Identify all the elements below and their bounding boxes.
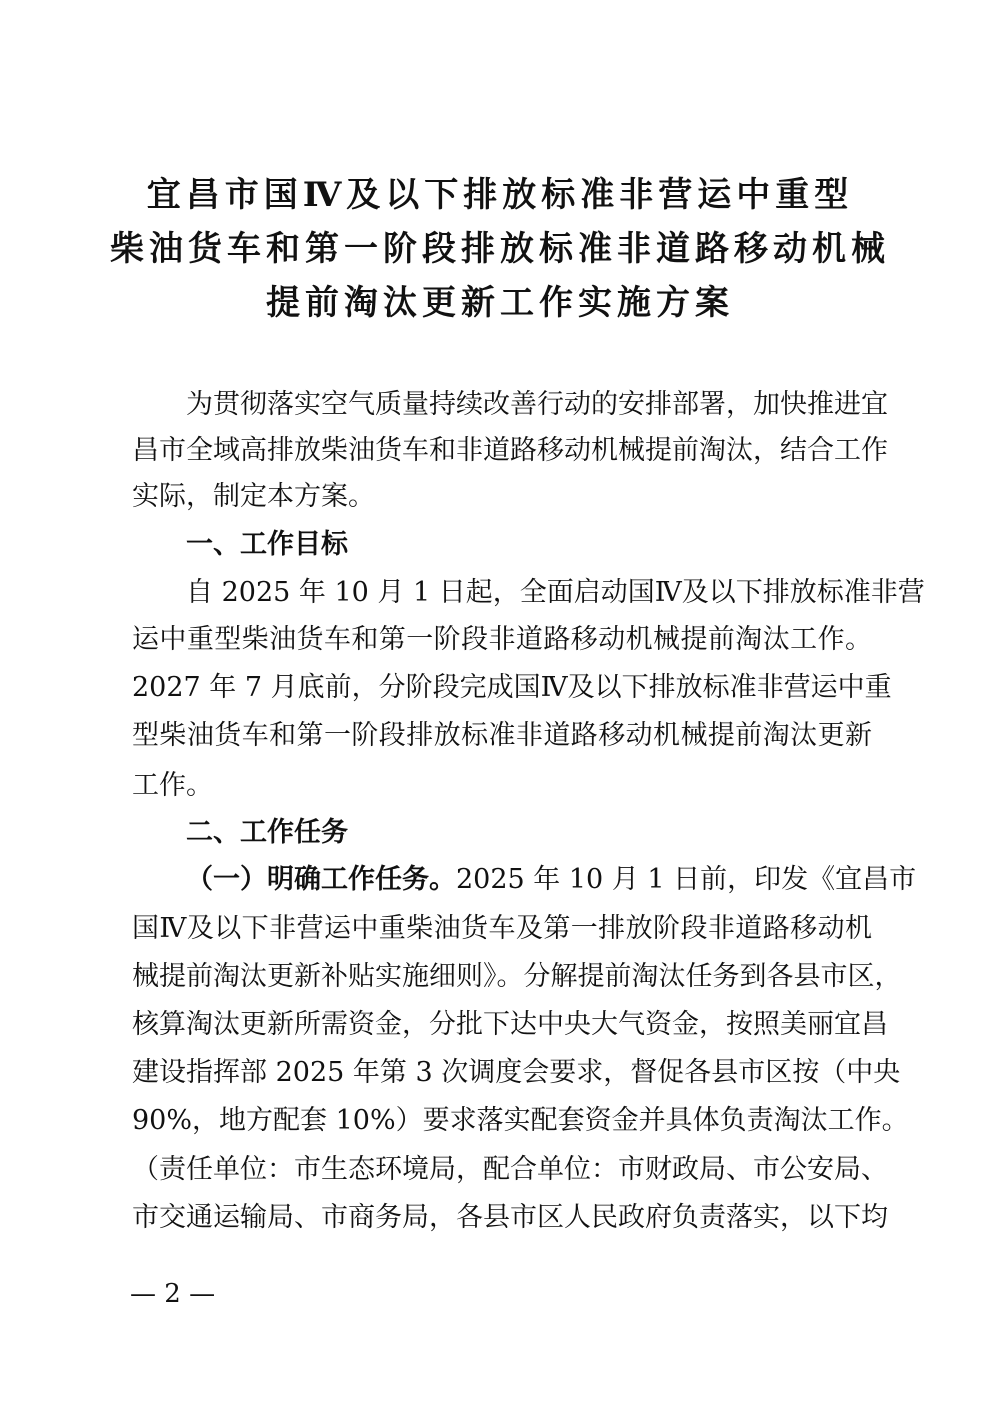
document-title-line-1: 宜昌市国Ⅳ及以下排放标准非营运中重型 (146, 175, 854, 215)
section-2-item-1-label: （一）明确工作任务。 (186, 864, 456, 895)
document-title-line-3: 提前淘汰更新工作实施方案 (266, 283, 734, 323)
intro-line-2: 昌市全域高排放柴油货车和非道路移动机械提前淘汰，结合工作 (132, 435, 888, 466)
section-1-line-4: 型柴油货车和第一阶段排放标准非道路移动机械提前淘汰更新 (132, 720, 872, 751)
intro-line-1: 为贯彻落实空气质量持续改善行动的安排部署，加快推进宜 (186, 389, 888, 420)
intro-line-3: 实际，制定本方案。 (132, 481, 375, 512)
section-1-line-5: 工作。 (132, 770, 213, 801)
section-1-line-3: 2027 年 7 月底前，分阶段完成国Ⅳ及以下排放标准非营运中重 (132, 672, 892, 703)
document-title-line-2: 柴油货车和第一阶段排放标准非道路移动机械 (110, 229, 890, 269)
section-2-item-1-first-line (186, 860, 917, 900)
section-2-item-1-first-rest: 2025 年 10 月 1 日前，印发《宜昌市 (456, 864, 917, 895)
section-1-heading: 一、工作目标 (186, 529, 348, 560)
section-2-line-2: 国Ⅳ及以下非营运中重柴油货车及第一排放阶段非道路移动机 (132, 913, 872, 944)
section-2-line-7: （责任单位：市生态环境局，配合单位：市财政局、市公安局、 (132, 1154, 888, 1185)
page-number: — 2 — (130, 1279, 216, 1309)
section-2-line-4: 核算淘汰更新所需资金，分批下达中央大气资金，按照美丽宜昌 (132, 1009, 888, 1040)
section-2-line-5: 建设指挥部 2025 年第 3 次调度会要求，督促各县市区按（中央 (132, 1057, 901, 1088)
section-2-line-8: 市交通运输局、市商务局，各县市区人民政府负责落实，以下均 (132, 1202, 888, 1233)
section-2-line-3: 械提前淘汰更新补贴实施细则》。分解提前淘汰任务到各县市区， (132, 961, 902, 992)
section-2-line-6: 90%，地方配套 10%）要求落实配套资金并具体负责淘汰工作。 (132, 1105, 909, 1136)
section-1-line-1: 自 2025 年 10 月 1 日起，全面启动国Ⅳ及以下排放标准非营 (186, 577, 925, 608)
section-1-line-2: 运中重型柴油货车和第一阶段非道路移动机械提前淘汰工作。 (132, 624, 872, 655)
section-2-heading: 二、工作任务 (186, 817, 348, 848)
